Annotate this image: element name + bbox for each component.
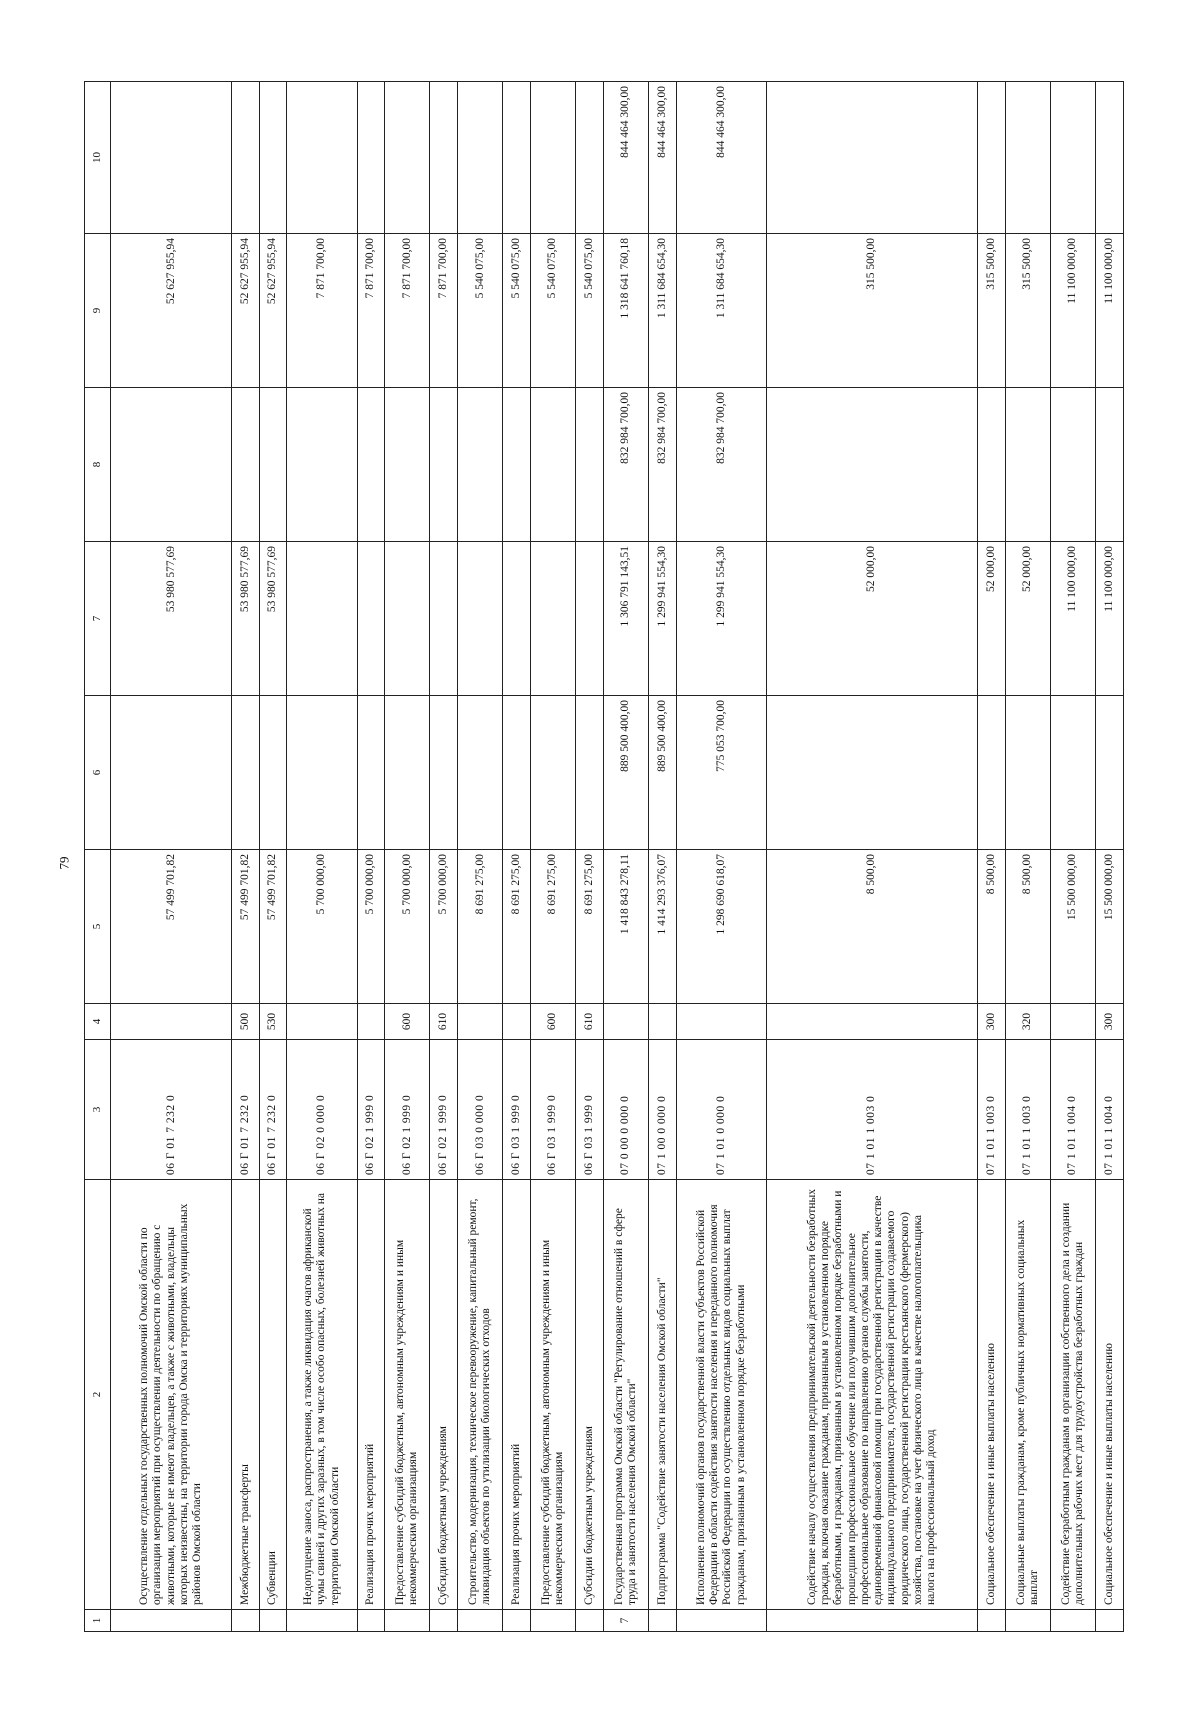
row-number xyxy=(767,1610,978,1632)
amount-col5: 1 298 690 618,07 xyxy=(676,850,766,1004)
amount-col5: 5 700 000,00 xyxy=(430,850,458,1004)
amount-col8 xyxy=(1096,388,1124,542)
target-article-code: 06 Г 03 1 999 0 xyxy=(503,1040,531,1180)
amount-col9: 315 500,00 xyxy=(767,234,978,388)
amount-col8 xyxy=(430,388,458,542)
amount-col6 xyxy=(767,696,978,850)
row-number xyxy=(357,1610,385,1632)
expense-type-code: 500 xyxy=(231,1004,259,1040)
row-number xyxy=(111,1610,232,1632)
row-description: Субсидии бюджетным учреждениям xyxy=(576,1180,604,1610)
amount-col10 xyxy=(231,82,259,234)
table-row xyxy=(767,82,978,1632)
amount-col9: 7 871 700,00 xyxy=(385,234,430,388)
amount-col9: 5 540 075,00 xyxy=(576,234,604,388)
row-description: Предоставление субсидий бюджетным, автономным учреждениям и иным некоммерческим организациям xyxy=(385,1180,430,1610)
amount-col10 xyxy=(503,82,531,234)
amount-col10 xyxy=(287,82,357,234)
amount-col10 xyxy=(530,82,575,234)
amount-col9: 7 871 700,00 xyxy=(357,234,385,388)
row-description: Субсидии бюджетным учреждениям xyxy=(430,1180,458,1610)
amount-col5: 8 691 275,00 xyxy=(530,850,575,1004)
row-number xyxy=(287,1610,357,1632)
target-article-code: 07 1 01 0 000 0 xyxy=(676,1040,766,1180)
target-article-code: 06 Г 03 1 999 0 xyxy=(576,1040,604,1180)
table-row xyxy=(287,82,357,1632)
amount-col7 xyxy=(287,542,357,696)
row-number xyxy=(430,1610,458,1632)
row-description: Строительство, модернизация, техническое перевооружение, капитальный ремонт, ликвидация объектов по утилизации биологических отходов xyxy=(458,1180,503,1610)
amount-col8 xyxy=(1005,388,1050,542)
amount-col8 xyxy=(978,388,1006,542)
target-article-code: 07 1 01 1 003 0 xyxy=(767,1040,978,1180)
expense-type-code: 600 xyxy=(530,1004,575,1040)
amount-col8 xyxy=(458,388,503,542)
page-number: 79 xyxy=(56,856,72,870)
expense-type-code xyxy=(767,1004,978,1040)
amount-col8 xyxy=(231,388,259,542)
amount-col5: 8 691 275,00 xyxy=(458,850,503,1004)
header-row xyxy=(85,82,111,1632)
row-number xyxy=(231,1610,259,1632)
amount-col8: 832 984 700,00 xyxy=(603,388,648,542)
amount-col6 xyxy=(430,696,458,850)
amount-col10 xyxy=(1096,82,1124,234)
amount-col6 xyxy=(1005,696,1050,850)
column-header: 5 xyxy=(85,850,111,1004)
amount-col5: 8 500,00 xyxy=(1005,850,1050,1004)
table-row xyxy=(1096,82,1124,1632)
amount-col9: 52 627 955,94 xyxy=(259,234,287,388)
expense-type-code: 610 xyxy=(430,1004,458,1040)
row-description: Реализация прочих мероприятий xyxy=(503,1180,531,1610)
amount-col8 xyxy=(287,388,357,542)
amount-col8 xyxy=(1050,388,1095,542)
amount-col5: 5 700 000,00 xyxy=(287,850,357,1004)
row-number xyxy=(503,1610,531,1632)
target-article-code: 06 Г 02 1 999 0 xyxy=(385,1040,430,1180)
amount-col6 xyxy=(1050,696,1095,850)
table-row xyxy=(430,82,458,1632)
amount-col6 xyxy=(357,696,385,850)
target-article-code: 06 Г 03 0 000 0 xyxy=(458,1040,503,1180)
row-number xyxy=(458,1610,503,1632)
amount-col7: 1 299 941 554,30 xyxy=(676,542,766,696)
amount-col8 xyxy=(357,388,385,542)
expense-type-code xyxy=(648,1004,676,1040)
target-article-code: 06 Г 01 7 232 0 xyxy=(231,1040,259,1180)
expense-type-code: 300 xyxy=(978,1004,1006,1040)
amount-col7: 11 100 000,00 xyxy=(1050,542,1095,696)
amount-col10 xyxy=(357,82,385,234)
table-row xyxy=(111,82,232,1632)
amount-col6: 889 500 400,00 xyxy=(648,696,676,850)
expense-type-code xyxy=(1050,1004,1095,1040)
amount-col9: 1 318 641 760,18 xyxy=(603,234,648,388)
budget-table xyxy=(84,81,1124,1632)
amount-col6 xyxy=(503,696,531,850)
amount-col7 xyxy=(503,542,531,696)
amount-col7 xyxy=(576,542,604,696)
amount-col8 xyxy=(530,388,575,542)
amount-col9: 11 100 000,00 xyxy=(1050,234,1095,388)
amount-col7: 53 980 577,69 xyxy=(231,542,259,696)
amount-col5: 57 499 701,82 xyxy=(231,850,259,1004)
amount-col10 xyxy=(767,82,978,234)
amount-col5: 1 414 293 376,07 xyxy=(648,850,676,1004)
amount-col9: 11 100 000,00 xyxy=(1096,234,1124,388)
column-header: 3 xyxy=(85,1040,111,1180)
target-article-code: 07 1 01 1 003 0 xyxy=(1005,1040,1050,1180)
row-number xyxy=(1096,1610,1124,1632)
amount-col9: 7 871 700,00 xyxy=(287,234,357,388)
column-header: 8 xyxy=(85,388,111,542)
amount-col10 xyxy=(430,82,458,234)
amount-col6: 889 500 400,00 xyxy=(603,696,648,850)
amount-col7: 52 000,00 xyxy=(1005,542,1050,696)
amount-col8 xyxy=(767,388,978,542)
target-article-code: 06 Г 02 1 999 0 xyxy=(357,1040,385,1180)
amount-col8: 832 984 700,00 xyxy=(648,388,676,542)
expense-type-code: 600 xyxy=(385,1004,430,1040)
table-row xyxy=(530,82,575,1632)
amount-col10 xyxy=(978,82,1006,234)
amount-col10: 844 464 300,00 xyxy=(603,82,648,234)
amount-col7: 53 980 577,69 xyxy=(111,542,232,696)
row-description: Социальные выплаты гражданам, кроме публичных нормативных социальных выплат xyxy=(1005,1180,1050,1610)
target-article-code: 06 Г 03 1 999 0 xyxy=(530,1040,575,1180)
target-article-code: 06 Г 01 7 232 0 xyxy=(259,1040,287,1180)
amount-col5: 5 700 000,00 xyxy=(385,850,430,1004)
column-header: 4 xyxy=(85,1004,111,1040)
amount-col9: 1 311 684 654,30 xyxy=(648,234,676,388)
amount-col6 xyxy=(111,696,232,850)
expense-type-code xyxy=(357,1004,385,1040)
table-row xyxy=(231,82,259,1632)
column-header: 1 xyxy=(85,1610,111,1632)
table-row xyxy=(648,82,676,1632)
row-number xyxy=(676,1610,766,1632)
amount-col9: 52 627 955,94 xyxy=(231,234,259,388)
table-row xyxy=(1005,82,1050,1632)
amount-col9: 5 540 075,00 xyxy=(458,234,503,388)
target-article-code: 07 1 01 1 004 0 xyxy=(1096,1040,1124,1180)
amount-col8 xyxy=(576,388,604,542)
target-article-code: 07 1 01 1 004 0 xyxy=(1050,1040,1095,1180)
expense-type-code: 610 xyxy=(576,1004,604,1040)
table-row xyxy=(385,82,430,1632)
amount-col8: 832 984 700,00 xyxy=(676,388,766,542)
amount-col6 xyxy=(576,696,604,850)
expense-type-code xyxy=(603,1004,648,1040)
table-row xyxy=(503,82,531,1632)
amount-col9: 52 627 955,94 xyxy=(111,234,232,388)
column-header: 2 xyxy=(85,1180,111,1610)
row-number xyxy=(385,1610,430,1632)
column-header: 10 xyxy=(85,82,111,234)
amount-col7: 52 000,00 xyxy=(767,542,978,696)
amount-col6 xyxy=(1096,696,1124,850)
expense-type-code xyxy=(458,1004,503,1040)
target-article-code: 06 Г 01 7 232 0 xyxy=(111,1040,232,1180)
amount-col6 xyxy=(458,696,503,850)
amount-col5: 15 500 000,00 xyxy=(1096,850,1124,1004)
row-description: Предоставление субсидий бюджетным, автономным учреждениям и иным некоммерческим организациям xyxy=(530,1180,575,1610)
amount-col7: 52 000,00 xyxy=(978,542,1006,696)
amount-col5: 8 500,00 xyxy=(767,850,978,1004)
amount-col8 xyxy=(503,388,531,542)
amount-col5: 8 500,00 xyxy=(978,850,1006,1004)
row-description: Недопущение заноса, распространения, а также ликвидация очагов африканской чумы свиней и других заразных, в том числе особо опасных, болезней животных на территории Омской области xyxy=(287,1180,357,1610)
amount-col6 xyxy=(259,696,287,850)
amount-col7 xyxy=(357,542,385,696)
row-number xyxy=(1005,1610,1050,1632)
amount-col5: 8 691 275,00 xyxy=(503,850,531,1004)
target-article-code: 07 1 01 1 003 0 xyxy=(978,1040,1006,1180)
amount-col8 xyxy=(385,388,430,542)
amount-col5: 57 499 701,82 xyxy=(111,850,232,1004)
expense-type-code xyxy=(287,1004,357,1040)
amount-col9: 5 540 075,00 xyxy=(530,234,575,388)
amount-col10 xyxy=(458,82,503,234)
amount-col10 xyxy=(111,82,232,234)
amount-col7: 1 306 791 143,51 xyxy=(603,542,648,696)
row-description: Осуществление отдельных государственных полномочий Омской области по организации мероприятий при осуществлении деятельности по обращению с животными, которые не имеют владельцев, а также с животными, владельцы которых неизвестны, на территории города Омска и территориях муниципальных районов Омской области xyxy=(111,1180,232,1610)
amount-col7 xyxy=(385,542,430,696)
row-description: Содействие безработным гражданам в организации собственного дела и создании дополнительных рабочих мест для трудоустройства безработных граждан xyxy=(1050,1180,1095,1610)
amount-col9: 315 500,00 xyxy=(1005,234,1050,388)
amount-col7 xyxy=(530,542,575,696)
row-description: Государственная программа Омской области "Регулирование отношений в сфере труда и занятости населения Омской области" xyxy=(603,1180,648,1610)
amount-col6 xyxy=(231,696,259,850)
amount-col10 xyxy=(1050,82,1095,234)
amount-col5: 1 418 843 278,11 xyxy=(603,850,648,1004)
amount-col7: 53 980 577,69 xyxy=(259,542,287,696)
table-row xyxy=(458,82,503,1632)
rotated-page xyxy=(84,82,1124,1632)
amount-col10: 844 464 300,00 xyxy=(676,82,766,234)
target-article-code: 07 1 00 0 000 0 xyxy=(648,1040,676,1180)
row-description: Содействие началу осуществления предпринимательской деятельности безработных граждан, включая оказание гражданам, признанным в установленном порядке безработными, и гражданам, признанным в установленном порядке безработными и прошедшим профессиональное обучение или получившим дополнительное профессиональное образование по направлению органов службы занятости, единовременной финансовой помощи при государственной регистрации в качестве индивидуального предпринимателя, государственной регистрации создаваемого юридического лица, государственной регистрации крестьянского (фермерского) хозяйства, постановке на учет физического лица в качестве налогоплательщика налога на профессиональный доход xyxy=(767,1180,978,1610)
amount-col7: 11 100 000,00 xyxy=(1096,542,1124,696)
target-article-code: 06 Г 02 0 000 0 xyxy=(287,1040,357,1180)
amount-col7: 1 299 941 554,30 xyxy=(648,542,676,696)
table-row xyxy=(676,82,766,1632)
amount-col9: 315 500,00 xyxy=(978,234,1006,388)
row-number: 7 xyxy=(603,1610,648,1632)
table-row xyxy=(357,82,385,1632)
row-description: Исполнение полномочий органов государственной власти субъектов Российской Федерации в области содействия занятости населения и переданного полномочия Российской Федерации по осуществлению отдельных видов социальных выплат гражданам, признанным в установленном порядке безработными xyxy=(676,1180,766,1610)
amount-col10 xyxy=(576,82,604,234)
row-number xyxy=(648,1610,676,1632)
row-number xyxy=(1050,1610,1095,1632)
amount-col6 xyxy=(978,696,1006,850)
table-row xyxy=(576,82,604,1632)
amount-col5: 8 691 275,00 xyxy=(576,850,604,1004)
amount-col10 xyxy=(259,82,287,234)
table-row xyxy=(603,82,648,1632)
target-article-code: 06 Г 02 1 999 0 xyxy=(430,1040,458,1180)
amount-col6 xyxy=(530,696,575,850)
amount-col9: 1 311 684 654,30 xyxy=(676,234,766,388)
column-header: 6 xyxy=(85,696,111,850)
amount-col9: 5 540 075,00 xyxy=(503,234,531,388)
amount-col10 xyxy=(1005,82,1050,234)
row-description: Подпрограмма "Содействие занятости населения Омской области" xyxy=(648,1180,676,1610)
expense-type-code xyxy=(503,1004,531,1040)
row-description: Межбюджетные трансферты xyxy=(231,1180,259,1610)
expense-type-code: 320 xyxy=(1005,1004,1050,1040)
amount-col9: 7 871 700,00 xyxy=(430,234,458,388)
amount-col7 xyxy=(458,542,503,696)
column-header: 9 xyxy=(85,234,111,388)
amount-col7 xyxy=(430,542,458,696)
expense-type-code xyxy=(111,1004,232,1040)
table-row xyxy=(978,82,1006,1632)
target-article-code: 07 0 00 0 000 0 xyxy=(603,1040,648,1180)
row-number xyxy=(978,1610,1006,1632)
row-description: Социальное обеспечение и иные выплаты населению xyxy=(978,1180,1006,1610)
row-number xyxy=(259,1610,287,1632)
amount-col5: 57 499 701,82 xyxy=(259,850,287,1004)
amount-col8 xyxy=(259,388,287,542)
amount-col6 xyxy=(287,696,357,850)
table-row xyxy=(259,82,287,1632)
row-description: Субвенции xyxy=(259,1180,287,1610)
column-header: 7 xyxy=(85,542,111,696)
row-number xyxy=(530,1610,575,1632)
amount-col8 xyxy=(111,388,232,542)
amount-col6 xyxy=(385,696,430,850)
row-description: Социальное обеспечение и иные выплаты населению xyxy=(1096,1180,1124,1610)
expense-type-code xyxy=(676,1004,766,1040)
amount-col5: 5 700 000,00 xyxy=(357,850,385,1004)
row-number xyxy=(576,1610,604,1632)
amount-col10: 844 464 300,00 xyxy=(648,82,676,234)
amount-col5: 15 500 000,00 xyxy=(1050,850,1095,1004)
row-description: Реализация прочих мероприятий xyxy=(357,1180,385,1610)
table-row xyxy=(1050,82,1095,1632)
amount-col6: 775 053 700,00 xyxy=(676,696,766,850)
amount-col10 xyxy=(385,82,430,234)
expense-type-code: 300 xyxy=(1096,1004,1124,1040)
expense-type-code: 530 xyxy=(259,1004,287,1040)
